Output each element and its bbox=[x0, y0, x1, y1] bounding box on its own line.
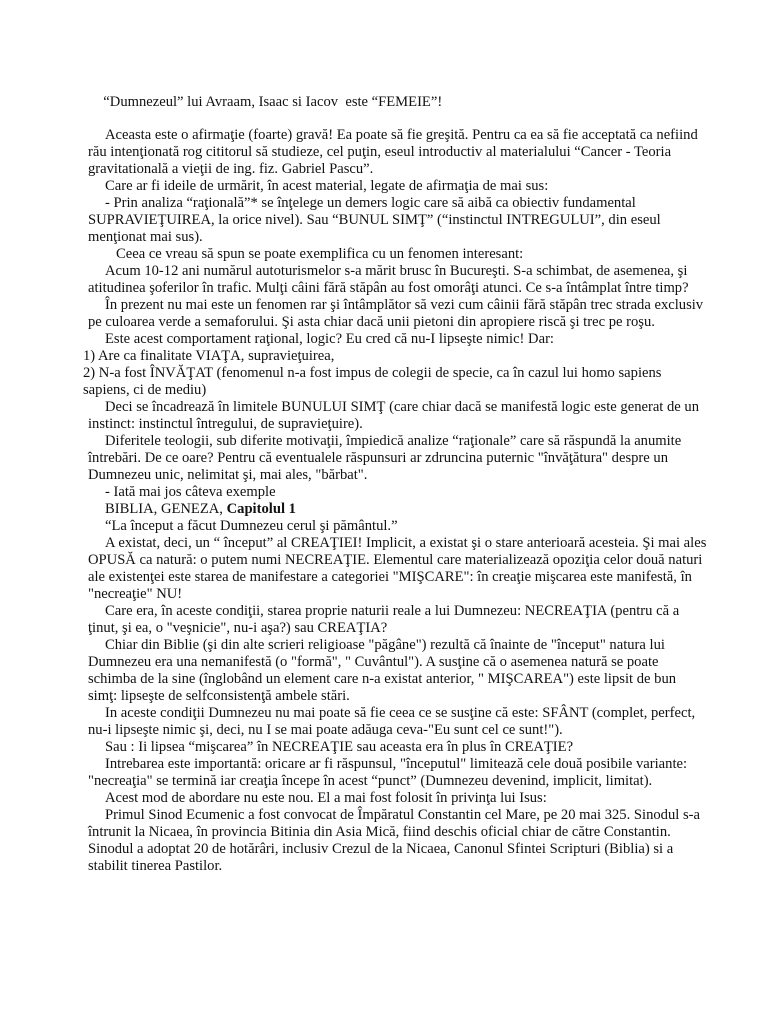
heading-chapter: Capitolul 1 bbox=[226, 501, 296, 517]
paragraph-3: - Prin analiza “raţională”* se înţelege un demers logic care să aibă ca obiectiv fundamental SUPRAVIEŢUIREA, la orice nivel). Sau “BUNUL SIMŢ” (“instinctul INTREGULUI”, din eseul menţionat mai sus). bbox=[88, 195, 661, 245]
paragraph-7: Este acest comportament raţional, logic? Eu cred că nu-I lipseşte nimic! Dar: bbox=[105, 331, 554, 347]
paragraph-12: Care era, în aceste condiţii, starea proprie naturii reale a lui Dumnezeu: NECREAŢIA (pentru că a ţinut, şi ea, o "veşnicie", nu-i aşa?) sau CREAŢIA? bbox=[88, 603, 680, 636]
paragraph-18: Primul Sinod Ecumenic a fost convocat de Împăratul Constantin cel Mare, pe 20 mai 325. Sinodul s-a întrunit la Nicaea, în provincia Bitinia din Asia Mică, fiind deschis oficial chiar de către Constantin. Sinodul a adoptat 20 de hotărâri, inclusiv Crezul de la Nicaea, Canonul Sfintei Scripturi (Biblia) si a stabilit tinerea Pastilor. bbox=[88, 807, 700, 874]
paragraph-15: Sau : Ii lipsea “mişcarea” în NECREAŢIE sau aceasta era în plus în CREAŢIE? bbox=[105, 739, 574, 755]
paragraph-17: Acest mod de abordare nu este nou. El a mai fost folosit în privinţa lui Isus: bbox=[105, 790, 547, 806]
paragraph-5: Acum 10-12 ani numărul autoturismelor s-a mărit brusc în Bucureşti. S-a schimbat, de asemenea, şi atitudinea şoferilor în trafic. Mulţi câini fără stăpân au fost omorâţi atunci. Ce s-a întâmplat între timp? bbox=[88, 263, 689, 296]
paragraph-1: Aceasta este o afirmaţie (foarte) gravă! Ea poate să fie greşită. Pentru ca ea să fie acceptată ca nefiind rău intenţionată rog cititorul să studieze, cel puţin, eseul introductiv al materialului “Cancer - Teoria gravitatională a vieţii de ing. fiz. Gabriel Pascu”. bbox=[88, 127, 698, 177]
paragraph-4: Ceea ce vreau să spun se poate exemplifica cu un fenomen interesant: bbox=[116, 246, 524, 262]
list-item-2: 2) N-a fost ÎNVĂŢAT (fenomenul n-a fost impus de colegii de specie, ca în cazul lui homo sapiens sapiens, ci de mediu) bbox=[83, 365, 662, 398]
paragraph-8: Deci se încadrează în limitele BUNULUI SIMŢ (care chiar dacă se manifestă logic este generat de un instinct: instinctul întregului, de supravieţuire). bbox=[88, 399, 700, 432]
document-title: “Dumnezeul” lui Avraam, Isaac si Iacov este “FEMEIE”! bbox=[96, 94, 443, 110]
paragraph-16: Intrebarea este importantă: oricare ar fi răspunsul, "începutul" limitează cele două posibile variante: "necreaţia" se termină iar creaţia începe în acest “punct” (Dumnezeu devenind, implicit, limitat). bbox=[88, 756, 688, 789]
section-heading bbox=[88, 501, 708, 518]
paragraph-11: A existat, deci, un “ început” al CREAŢIEI! Implicit, a existat şi o stare anterioară acesteia. Şi mai ales OPUSĂ ca natură: o putem numi NECREAŢIE. Elementul care materializează opoziţia celor două naturi ale existenţei este starea de manifestare a categoriei "MIŞCARE": în creaţie mişcarea este manifestă, în "necreaţie" NU! bbox=[88, 535, 707, 602]
paragraph-13: Chiar din Biblie (şi din alte scrieri religioase "păgâne") rezultă că înainte de "început" natura lui Dumnezeu era una nemanifestă (o "formă", " Cuvântul"). A susţine că o asemenea natură se poate schimba de la sine (înglobând un element care n-a existat anterior, " MIŞCAREA") este lipsit de bun simţ: lipseşte de selfconsistenţă ambele stări. bbox=[88, 637, 677, 704]
heading-prefix: BIBLIA, GENEZA, bbox=[105, 501, 227, 517]
paragraph-10: - Iată mai jos câteva exemple bbox=[105, 484, 276, 500]
list-item-1: 1) Are ca finalitate VIAŢA, supravieţuirea, bbox=[83, 348, 335, 364]
paragraph-2: Care ar fi ideile de urmărit, în acest material, legate de afirmaţia de mai sus: bbox=[105, 178, 549, 194]
paragraph-9: Diferitele teologii, sub diferite motivaţii, împiedică analize “raţionale” care să răspundă la anumite întrebări. De ce oare? Pentru că eventualele răspunsuri ar zdruncina puternic "învăţătura" despre un Dumnezeu unic, nelimitat şi, mai ales, "bărbat". bbox=[88, 433, 682, 483]
quote-genesis: “La început a făcut Dumnezeu cerul şi pământul.” bbox=[105, 518, 398, 534]
paragraph-6: În prezent nu mai este un fenomen rar şi întâmplător să vezi cum câinii fără stăpân trec strada exclusiv pe culoarea verde a semaforului. Şi asta chiar dacă unii pietoni din apropiere riscă şi trec pe roşu. bbox=[88, 297, 704, 330]
paragraph-14: In aceste condiţii Dumnezeu nu mai poate să fie ceea ce se susţine că este: SFÂNT (complet, perfect, nu-i lipseşte nimic şi, deci, nu I se mai poate adăuga ceva-"Eu sunt cel ce sunt!"). bbox=[88, 705, 696, 738]
